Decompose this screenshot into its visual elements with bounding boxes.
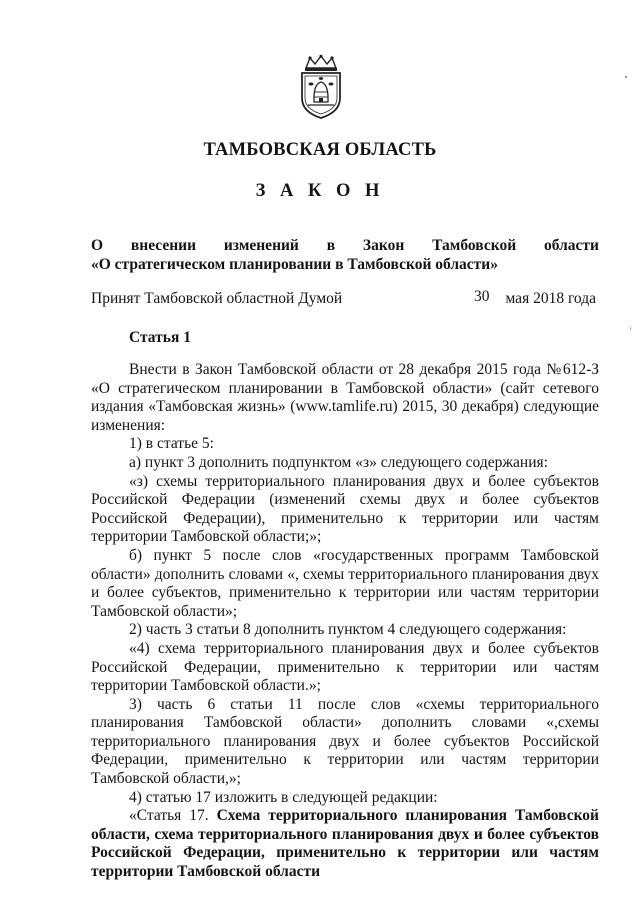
acceptance-line	[91, 290, 596, 308]
title-word: внесении	[130, 237, 197, 254]
quoted-article-prefix: «Статья 17.	[129, 807, 209, 825]
title-word: изменений	[223, 237, 299, 254]
paragraph: «з) схемы территориального планирования двух и более субъектов Российской Федерации (изменений схемы двух и более субъектов Российской Федерации), применительно к территории или частям территории Тамбовской области;»;	[91, 472, 599, 546]
law-title-line-2: «О стратегическом планировании в Тамбовской области»	[91, 256, 498, 273]
law-title-line-1	[91, 236, 599, 255]
paragraph: «4) схема территориального планирования двух и более субъектов Российской Федерации, применительно к территории или частям территории Тамбовской области.»;	[91, 639, 599, 695]
title-word: области	[543, 237, 599, 254]
paragraph: 1) в статье 5:	[129, 435, 214, 453]
quoted-article-title: Схема территориального планирования Тамбовской области, схема территориального планирования двух и более субъектов Российской Федерации, применительно к территории или частям территории Тамбовской области	[91, 807, 599, 881]
paragraph: б) пункт 5 после слов «государственных программ Тамбовской области» дополнить словами «, схемы территориального планирования двух и более субъектов, применительно к территории или частям территории Тамбовской области»;	[91, 546, 599, 620]
paragraph: 3) часть 6 статьи 11 после слов «схемы территориального планирования Тамбовской области» дополнить словами «,схемы территориального планирования двух и более субъектов Российской Федерации, применительно к территории или частям территории Тамбовской области,»;	[91, 695, 599, 788]
paragraph: 4) статью 17 изложить в следующей редакции:	[129, 788, 438, 806]
title-word: Тамбовской	[432, 237, 517, 254]
scan-speck	[630, 327, 631, 330]
paragraph: 2) часть 3 статьи 8 дополнить пунктом 4 следующего содержания:	[129, 621, 567, 639]
accepted-month-year: мая 2018 года	[505, 290, 596, 307]
title-word: в	[326, 237, 336, 254]
title-word: Закон	[362, 237, 405, 254]
article-heading: Статья 1	[129, 329, 191, 346]
paragraph: а) пункт 3 дополнить подпунктом «з» следующего содержания:	[129, 453, 548, 471]
accepted-day: 30	[474, 288, 490, 305]
accepted-by: Принят Тамбовской областной Думой	[91, 290, 343, 307]
title-word: О	[91, 237, 104, 254]
scan-speck	[625, 76, 627, 78]
law-title	[91, 236, 599, 274]
region-heading: ТАМБОВСКАЯ ОБЛАСТЬ	[203, 140, 437, 160]
document-type-heading: З А К О Н	[255, 181, 385, 201]
article-body	[91, 361, 599, 882]
coat-of-arms-icon	[296, 54, 346, 120]
quoted-article-paragraph	[91, 807, 599, 881]
paragraph: Внести в Закон Тамбовской области от 28 декабря 2015 года №612-З «О стратегическом планировании в Тамбовской области» (сайт сетевого издания «Тамбовская жизнь» (www.tamlife.ru) 2015, 30 декабря) следующие изменения:	[91, 361, 599, 434]
